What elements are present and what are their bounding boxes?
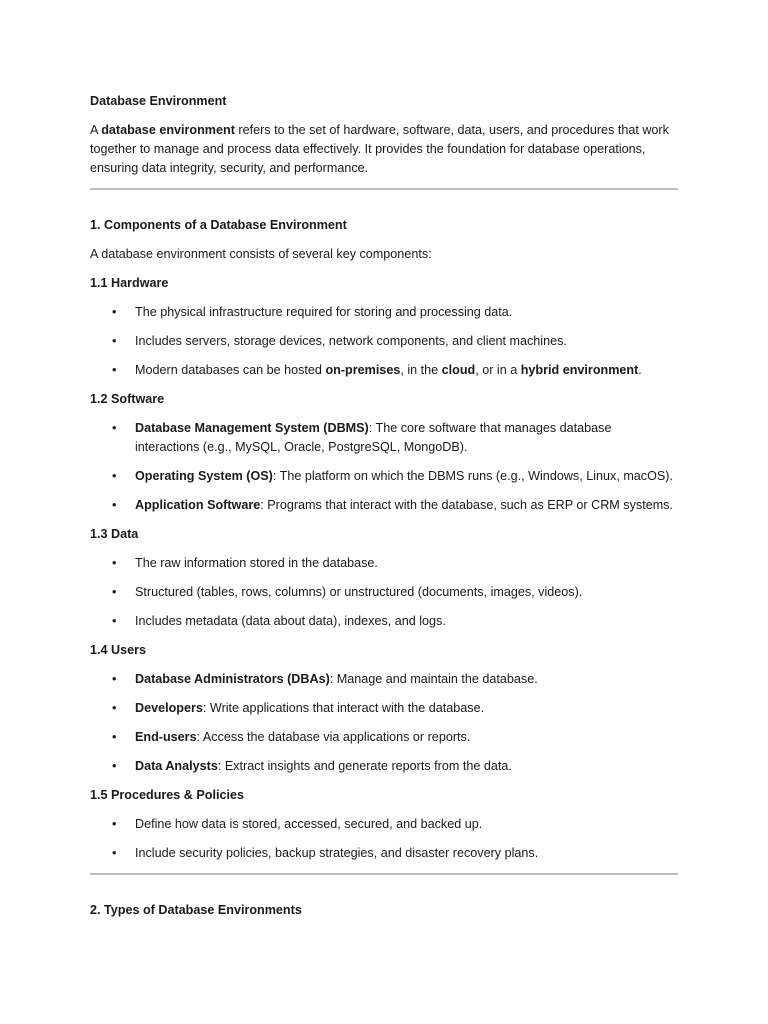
section-heading-components: 1. Components of a Database Environment	[90, 218, 347, 232]
procedures-list	[90, 815, 678, 863]
list-item: • Define how data is stored, accessed, secured, and backed up.	[90, 815, 678, 834]
subheading-hardware: 1.1 Hardware	[90, 276, 169, 290]
bullet-icon: •	[112, 759, 117, 773]
bullet-icon: •	[112, 305, 117, 319]
bullet-icon: •	[112, 498, 117, 512]
bullet-icon: •	[112, 672, 117, 686]
bullet-icon: •	[112, 817, 117, 831]
section-divider	[90, 873, 678, 875]
subheading-procedures: 1.5 Procedures & Policies	[90, 788, 244, 802]
software-list	[90, 419, 678, 515]
list-item: • Data Analysts: Extract insights and generate reports from the data.	[90, 757, 678, 776]
bullet-icon: •	[112, 421, 117, 435]
data-list	[90, 554, 678, 631]
subheading-software: 1.2 Software	[90, 392, 165, 406]
section-divider	[90, 188, 678, 190]
users-list	[90, 670, 678, 776]
list-item: • Application Software: Programs that interact with the database, such as ERP or CRM systems.	[90, 496, 678, 515]
bullet-icon: •	[112, 363, 117, 377]
bullet-icon: •	[112, 730, 117, 744]
bullet-icon: •	[112, 556, 117, 570]
bullet-icon: •	[112, 846, 117, 860]
document-page	[90, 92, 678, 930]
list-item: • Include security policies, backup strategies, and disaster recovery plans.	[90, 844, 678, 863]
list-item: • Database Management System (DBMS): The core software that manages database interactions (e.g., MySQL, Oracle, PostgreSQL, MongoDB).	[112, 421, 612, 454]
list-item: • Database Administrators (DBAs): Manage and maintain the database.	[90, 670, 678, 689]
list-item: • The raw information stored in the database.	[90, 554, 678, 573]
intro-paragraph: A database environment refers to the set of hardware, software, data, users, and procedures that work together to manage and process data effectively. It provides the foundation for database operations, ensuring data integrity, security, and performance.	[90, 123, 669, 175]
list-item: • Modern databases can be hosted on-premises, in the cloud, or in a hybrid environment.	[90, 361, 678, 380]
subheading-data: 1.3 Data	[90, 527, 139, 541]
bullet-icon: •	[112, 585, 117, 599]
bullet-icon: •	[112, 614, 117, 628]
bullet-icon: •	[112, 701, 117, 715]
list-item: • Includes servers, storage devices, network components, and client machines.	[90, 332, 678, 351]
bullet-icon: •	[112, 469, 117, 483]
subheading-users: 1.4 Users	[90, 643, 147, 657]
list-item: • The physical infrastructure required for storing and processing data.	[90, 303, 678, 322]
list-item: • Includes metadata (data about data), indexes, and logs.	[90, 612, 678, 631]
bullet-icon: •	[112, 334, 117, 348]
list-item: • End-users: Access the database via applications or reports.	[90, 728, 678, 747]
document-title: Database Environment	[90, 94, 227, 108]
list-item: • Structured (tables, rows, columns) or unstructured (documents, images, videos).	[90, 583, 678, 602]
list-item: • Operating System (OS): The platform on which the DBMS runs (e.g., Windows, Linux, macOS).	[90, 467, 678, 486]
hardware-list	[90, 303, 678, 380]
components-lead: A database environment consists of several key components:	[90, 247, 432, 261]
section-heading-types: 2. Types of Database Environments	[90, 903, 302, 917]
list-item: • Developers: Write applications that interact with the database.	[90, 699, 678, 718]
